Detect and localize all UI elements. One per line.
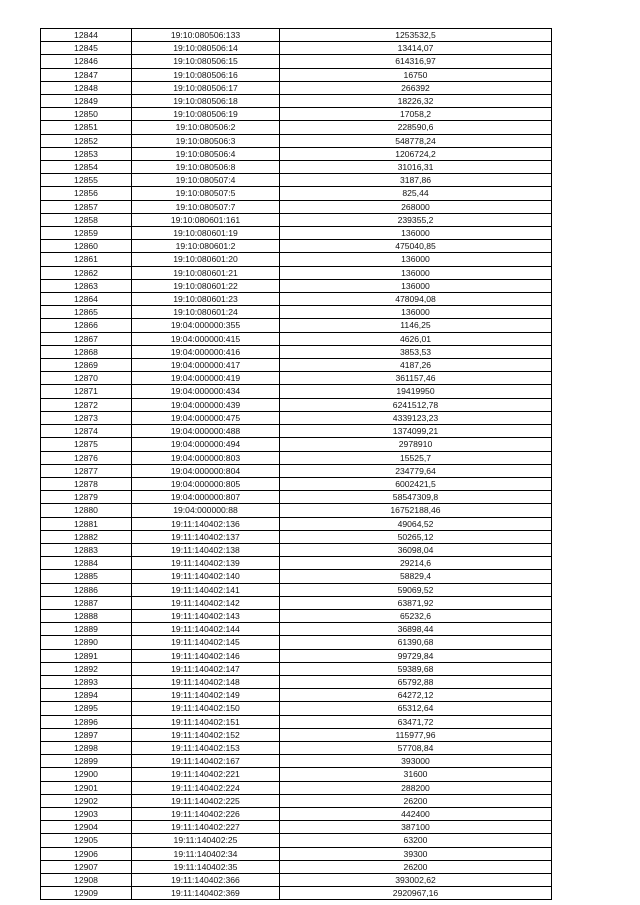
row-number-cell: 12857 bbox=[41, 200, 132, 213]
table-row bbox=[41, 451, 552, 464]
cadastral-number-cell: 19:11:140402:143 bbox=[132, 609, 280, 622]
row-number-cell: 12869 bbox=[41, 359, 132, 372]
cadastral-number-cell: 19:10:080601:24 bbox=[132, 306, 280, 319]
row-number-cell: 12872 bbox=[41, 398, 132, 411]
table-row bbox=[41, 306, 552, 319]
value-cell: 61390,68 bbox=[280, 636, 552, 649]
cadastral-number-cell: 19:10:080506:8 bbox=[132, 161, 280, 174]
cadastral-number-cell: 19:11:140402:140 bbox=[132, 570, 280, 583]
table-row bbox=[41, 385, 552, 398]
value-cell: 36898,44 bbox=[280, 623, 552, 636]
table-row bbox=[41, 530, 552, 543]
value-cell: 1374099,21 bbox=[280, 425, 552, 438]
value-cell: 18226,32 bbox=[280, 95, 552, 108]
value-cell: 63471,72 bbox=[280, 715, 552, 728]
table-row bbox=[41, 491, 552, 504]
cadastral-number-cell: 19:10:080506:14 bbox=[132, 42, 280, 55]
value-cell: 2920967,16 bbox=[280, 887, 552, 900]
row-number-cell: 12863 bbox=[41, 279, 132, 292]
table-row bbox=[41, 807, 552, 820]
row-number-cell: 12844 bbox=[41, 29, 132, 42]
value-cell: 26200 bbox=[280, 794, 552, 807]
cadastral-number-cell: 19:10:080506:17 bbox=[132, 81, 280, 94]
cadastral-number-cell: 19:11:140402:224 bbox=[132, 781, 280, 794]
cadastral-number-cell: 19:04:000000:355 bbox=[132, 319, 280, 332]
row-number-cell: 12866 bbox=[41, 319, 132, 332]
cadastral-number-cell: 19:11:140402:147 bbox=[132, 662, 280, 675]
cadastral-number-cell: 19:11:140402:144 bbox=[132, 623, 280, 636]
cadastral-number-cell: 19:10:080506:2 bbox=[132, 121, 280, 134]
row-number-cell: 12888 bbox=[41, 609, 132, 622]
value-cell: 136000 bbox=[280, 266, 552, 279]
cadastral-number-cell: 19:11:140402:227 bbox=[132, 821, 280, 834]
value-cell: 59389,68 bbox=[280, 662, 552, 675]
row-number-cell: 12873 bbox=[41, 411, 132, 424]
value-cell: 99729,84 bbox=[280, 649, 552, 662]
row-number-cell: 12894 bbox=[41, 689, 132, 702]
row-number-cell: 12895 bbox=[41, 702, 132, 715]
value-cell: 64272,12 bbox=[280, 689, 552, 702]
table-row bbox=[41, 29, 552, 42]
value-cell: 58547309,8 bbox=[280, 491, 552, 504]
table-row bbox=[41, 715, 552, 728]
cadastral-number-cell: 19:11:140402:153 bbox=[132, 741, 280, 754]
table-row bbox=[41, 543, 552, 556]
value-cell: 13414,07 bbox=[280, 42, 552, 55]
cadastral-number-cell: 19:04:000000:803 bbox=[132, 451, 280, 464]
cadastral-number-cell: 19:04:000000:494 bbox=[132, 438, 280, 451]
row-number-cell: 12907 bbox=[41, 860, 132, 873]
cadastral-number-cell: 19:10:080601:161 bbox=[132, 213, 280, 226]
cadastral-number-cell: 19:04:000000:434 bbox=[132, 385, 280, 398]
cadastral-number-cell: 19:10:080507:5 bbox=[132, 187, 280, 200]
cadastral-number-cell: 19:10:080601:23 bbox=[132, 293, 280, 306]
row-number-cell: 12851 bbox=[41, 121, 132, 134]
table-row bbox=[41, 425, 552, 438]
table-row bbox=[41, 874, 552, 887]
row-number-cell: 12845 bbox=[41, 42, 132, 55]
row-number-cell: 12891 bbox=[41, 649, 132, 662]
row-number-cell: 12879 bbox=[41, 491, 132, 504]
row-number-cell: 12870 bbox=[41, 372, 132, 385]
row-number-cell: 12861 bbox=[41, 253, 132, 266]
cadastral-number-cell: 19:11:140402:150 bbox=[132, 702, 280, 715]
value-cell: 16750 bbox=[280, 68, 552, 81]
row-number-cell: 12858 bbox=[41, 213, 132, 226]
row-number-cell: 12885 bbox=[41, 570, 132, 583]
cadastral-number-cell: 19:11:140402:139 bbox=[132, 557, 280, 570]
table-row bbox=[41, 293, 552, 306]
value-cell: 1206724,2 bbox=[280, 147, 552, 160]
row-number-cell: 12909 bbox=[41, 887, 132, 900]
row-number-cell: 12900 bbox=[41, 768, 132, 781]
cadastral-number-cell: 19:04:000000:475 bbox=[132, 411, 280, 424]
cadastral-number-cell: 19:10:080601:19 bbox=[132, 227, 280, 240]
value-cell: 49064,52 bbox=[280, 517, 552, 530]
row-number-cell: 12875 bbox=[41, 438, 132, 451]
cadastral-number-cell: 19:11:140402:167 bbox=[132, 755, 280, 768]
table-row bbox=[41, 108, 552, 121]
value-cell: 19419950 bbox=[280, 385, 552, 398]
cadastral-number-cell: 19:10:080601:22 bbox=[132, 279, 280, 292]
value-cell: 361157,46 bbox=[280, 372, 552, 385]
row-number-cell: 12862 bbox=[41, 266, 132, 279]
value-cell: 59069,52 bbox=[280, 583, 552, 596]
value-cell: 478094,08 bbox=[280, 293, 552, 306]
cadastral-number-cell: 19:11:140402:25 bbox=[132, 834, 280, 847]
table-row bbox=[41, 147, 552, 160]
value-cell: 26200 bbox=[280, 860, 552, 873]
cadastral-number-cell: 19:11:140402:226 bbox=[132, 807, 280, 820]
row-number-cell: 12887 bbox=[41, 596, 132, 609]
value-cell: 4187,26 bbox=[280, 359, 552, 372]
row-number-cell: 12853 bbox=[41, 147, 132, 160]
value-cell: 6002421,5 bbox=[280, 477, 552, 490]
row-number-cell: 12892 bbox=[41, 662, 132, 675]
row-number-cell: 12876 bbox=[41, 451, 132, 464]
table-row bbox=[41, 728, 552, 741]
table-row bbox=[41, 794, 552, 807]
value-cell: 1146,25 bbox=[280, 319, 552, 332]
cadastral-number-cell: 19:11:140402:142 bbox=[132, 596, 280, 609]
table-row bbox=[41, 174, 552, 187]
cadastral-number-cell: 19:11:140402:35 bbox=[132, 860, 280, 873]
table-row bbox=[41, 649, 552, 662]
table-row bbox=[41, 860, 552, 873]
table-row bbox=[41, 319, 552, 332]
value-cell: 15525,7 bbox=[280, 451, 552, 464]
table-row bbox=[41, 675, 552, 688]
row-number-cell: 12889 bbox=[41, 623, 132, 636]
row-number-cell: 12846 bbox=[41, 55, 132, 68]
value-cell: 442400 bbox=[280, 807, 552, 820]
cadastral-number-cell: 19:11:140402:137 bbox=[132, 530, 280, 543]
table-row bbox=[41, 689, 552, 702]
row-number-cell: 12893 bbox=[41, 675, 132, 688]
table-row bbox=[41, 583, 552, 596]
table-row bbox=[41, 623, 552, 636]
cadastral-number-cell: 19:11:140402:221 bbox=[132, 768, 280, 781]
value-cell: 288200 bbox=[280, 781, 552, 794]
row-number-cell: 12855 bbox=[41, 174, 132, 187]
value-cell: 239355,2 bbox=[280, 213, 552, 226]
cadastral-number-cell: 19:04:000000:805 bbox=[132, 477, 280, 490]
table-row bbox=[41, 636, 552, 649]
cadastral-number-cell: 19:11:140402:149 bbox=[132, 689, 280, 702]
row-number-cell: 12903 bbox=[41, 807, 132, 820]
table-row bbox=[41, 821, 552, 834]
value-cell: 2978910 bbox=[280, 438, 552, 451]
row-number-cell: 12884 bbox=[41, 557, 132, 570]
cadastral-number-cell: 19:10:080506:16 bbox=[132, 68, 280, 81]
value-cell: 57708,84 bbox=[280, 741, 552, 754]
value-cell: 36098,04 bbox=[280, 543, 552, 556]
value-cell: 16752188,46 bbox=[280, 504, 552, 517]
cadastral-number-cell: 19:11:140402:136 bbox=[132, 517, 280, 530]
row-number-cell: 12854 bbox=[41, 161, 132, 174]
cadastral-number-cell: 19:11:140402:366 bbox=[132, 874, 280, 887]
table-row bbox=[41, 517, 552, 530]
table-row bbox=[41, 847, 552, 860]
row-number-cell: 12898 bbox=[41, 741, 132, 754]
table-row bbox=[41, 702, 552, 715]
cadastral-number-cell: 19:04:000000:439 bbox=[132, 398, 280, 411]
row-number-cell: 12905 bbox=[41, 834, 132, 847]
row-number-cell: 12848 bbox=[41, 81, 132, 94]
value-cell: 393002,62 bbox=[280, 874, 552, 887]
value-cell: 136000 bbox=[280, 306, 552, 319]
cadastral-number-cell: 19:10:080506:3 bbox=[132, 134, 280, 147]
cadastral-number-cell: 19:10:080506:19 bbox=[132, 108, 280, 121]
table-row bbox=[41, 227, 552, 240]
table-row bbox=[41, 134, 552, 147]
row-number-cell: 12897 bbox=[41, 728, 132, 741]
table-row bbox=[41, 266, 552, 279]
row-number-cell: 12864 bbox=[41, 293, 132, 306]
table-row bbox=[41, 42, 552, 55]
table-row bbox=[41, 398, 552, 411]
table-row bbox=[41, 781, 552, 794]
cadastral-number-cell: 19:04:000000:88 bbox=[132, 504, 280, 517]
table-row bbox=[41, 372, 552, 385]
cadastral-number-cell: 19:10:080601:20 bbox=[132, 253, 280, 266]
row-number-cell: 12847 bbox=[41, 68, 132, 81]
cadastral-number-cell: 19:11:140402:148 bbox=[132, 675, 280, 688]
table-row bbox=[41, 279, 552, 292]
cadastral-number-cell: 19:10:080506:133 bbox=[132, 29, 280, 42]
value-cell: 614316,97 bbox=[280, 55, 552, 68]
value-cell: 65312,64 bbox=[280, 702, 552, 715]
cadastral-number-cell: 19:11:140402:145 bbox=[132, 636, 280, 649]
value-cell: 3187,86 bbox=[280, 174, 552, 187]
cadastral-number-cell: 19:10:080601:21 bbox=[132, 266, 280, 279]
table-row bbox=[41, 504, 552, 517]
table-row bbox=[41, 741, 552, 754]
table-row bbox=[41, 161, 552, 174]
row-number-cell: 12850 bbox=[41, 108, 132, 121]
row-number-cell: 12856 bbox=[41, 187, 132, 200]
row-number-cell: 12880 bbox=[41, 504, 132, 517]
table-row bbox=[41, 359, 552, 372]
cadastral-number-cell: 19:11:140402:138 bbox=[132, 543, 280, 556]
value-cell: 31600 bbox=[280, 768, 552, 781]
table-row bbox=[41, 596, 552, 609]
table-row bbox=[41, 570, 552, 583]
table-row bbox=[41, 477, 552, 490]
table-row bbox=[41, 253, 552, 266]
value-cell: 475040,85 bbox=[280, 240, 552, 253]
value-cell: 65232,6 bbox=[280, 609, 552, 622]
value-cell: 1253532,5 bbox=[280, 29, 552, 42]
row-number-cell: 12881 bbox=[41, 517, 132, 530]
value-cell: 58829,4 bbox=[280, 570, 552, 583]
table-row bbox=[41, 81, 552, 94]
cadastral-number-cell: 19:04:000000:807 bbox=[132, 491, 280, 504]
table-row bbox=[41, 121, 552, 134]
table-row bbox=[41, 187, 552, 200]
cadastral-number-cell: 19:04:000000:419 bbox=[132, 372, 280, 385]
row-number-cell: 12868 bbox=[41, 345, 132, 358]
value-cell: 136000 bbox=[280, 279, 552, 292]
row-number-cell: 12899 bbox=[41, 755, 132, 768]
cadastral-number-cell: 19:11:140402:151 bbox=[132, 715, 280, 728]
value-cell: 115977,96 bbox=[280, 728, 552, 741]
table-row bbox=[41, 755, 552, 768]
row-number-cell: 12878 bbox=[41, 477, 132, 490]
value-cell: 17058,2 bbox=[280, 108, 552, 121]
table-row bbox=[41, 95, 552, 108]
table-row bbox=[41, 834, 552, 847]
row-number-cell: 12882 bbox=[41, 530, 132, 543]
cadastral-number-cell: 19:04:000000:804 bbox=[132, 464, 280, 477]
row-number-cell: 12908 bbox=[41, 874, 132, 887]
row-number-cell: 12859 bbox=[41, 227, 132, 240]
value-cell: 825,44 bbox=[280, 187, 552, 200]
value-cell: 50265,12 bbox=[280, 530, 552, 543]
row-number-cell: 12896 bbox=[41, 715, 132, 728]
row-number-cell: 12871 bbox=[41, 385, 132, 398]
table-row bbox=[41, 240, 552, 253]
row-number-cell: 12874 bbox=[41, 425, 132, 438]
cadastral-number-cell: 19:11:140402:34 bbox=[132, 847, 280, 860]
cadastral-number-cell: 19:10:080506:18 bbox=[132, 95, 280, 108]
cadastral-number-cell: 19:10:080507:4 bbox=[132, 174, 280, 187]
value-cell: 63200 bbox=[280, 834, 552, 847]
row-number-cell: 12906 bbox=[41, 847, 132, 860]
table-row bbox=[41, 213, 552, 226]
row-number-cell: 12860 bbox=[41, 240, 132, 253]
value-cell: 6241512,78 bbox=[280, 398, 552, 411]
table-row bbox=[41, 332, 552, 345]
table-row bbox=[41, 464, 552, 477]
table-row bbox=[41, 609, 552, 622]
cadastral-number-cell: 19:04:000000:415 bbox=[132, 332, 280, 345]
table-row bbox=[41, 68, 552, 81]
table-row bbox=[41, 768, 552, 781]
row-number-cell: 12883 bbox=[41, 543, 132, 556]
cadastral-number-cell: 19:11:140402:146 bbox=[132, 649, 280, 662]
value-cell: 136000 bbox=[280, 227, 552, 240]
value-cell: 136000 bbox=[280, 253, 552, 266]
row-number-cell: 12852 bbox=[41, 134, 132, 147]
value-cell: 548778,24 bbox=[280, 134, 552, 147]
table-row bbox=[41, 200, 552, 213]
cadastral-value-table bbox=[40, 28, 552, 900]
table-row bbox=[41, 887, 552, 900]
value-cell: 268000 bbox=[280, 200, 552, 213]
row-number-cell: 12867 bbox=[41, 332, 132, 345]
cadastral-number-cell: 19:11:140402:369 bbox=[132, 887, 280, 900]
table-row bbox=[41, 411, 552, 424]
row-number-cell: 12901 bbox=[41, 781, 132, 794]
value-cell: 65792,88 bbox=[280, 675, 552, 688]
value-cell: 4626,01 bbox=[280, 332, 552, 345]
row-number-cell: 12886 bbox=[41, 583, 132, 596]
value-cell: 228590,6 bbox=[280, 121, 552, 134]
table-row bbox=[41, 345, 552, 358]
row-number-cell: 12849 bbox=[41, 95, 132, 108]
cadastral-number-cell: 19:11:140402:152 bbox=[132, 728, 280, 741]
cadastral-number-cell: 19:04:000000:416 bbox=[132, 345, 280, 358]
cadastral-number-cell: 19:10:080507:7 bbox=[132, 200, 280, 213]
cadastral-number-cell: 19:11:140402:225 bbox=[132, 794, 280, 807]
value-cell: 393000 bbox=[280, 755, 552, 768]
value-cell: 266392 bbox=[280, 81, 552, 94]
value-cell: 39300 bbox=[280, 847, 552, 860]
value-cell: 63871,92 bbox=[280, 596, 552, 609]
cadastral-number-cell: 19:04:000000:488 bbox=[132, 425, 280, 438]
table-row bbox=[41, 662, 552, 675]
row-number-cell: 12865 bbox=[41, 306, 132, 319]
value-cell: 4339123,23 bbox=[280, 411, 552, 424]
table-row bbox=[41, 55, 552, 68]
value-cell: 31016,31 bbox=[280, 161, 552, 174]
cadastral-number-cell: 19:04:000000:417 bbox=[132, 359, 280, 372]
cadastral-number-cell: 19:10:080506:4 bbox=[132, 147, 280, 160]
table-row bbox=[41, 557, 552, 570]
row-number-cell: 12904 bbox=[41, 821, 132, 834]
value-cell: 234779,64 bbox=[280, 464, 552, 477]
cadastral-number-cell: 19:10:080601:2 bbox=[132, 240, 280, 253]
table-row bbox=[41, 438, 552, 451]
table-body bbox=[41, 29, 552, 900]
cadastral-number-cell: 19:10:080506:15 bbox=[132, 55, 280, 68]
value-cell: 387100 bbox=[280, 821, 552, 834]
row-number-cell: 12877 bbox=[41, 464, 132, 477]
cadastral-number-cell: 19:11:140402:141 bbox=[132, 583, 280, 596]
row-number-cell: 12890 bbox=[41, 636, 132, 649]
value-cell: 29214,6 bbox=[280, 557, 552, 570]
row-number-cell: 12902 bbox=[41, 794, 132, 807]
value-cell: 3853,53 bbox=[280, 345, 552, 358]
